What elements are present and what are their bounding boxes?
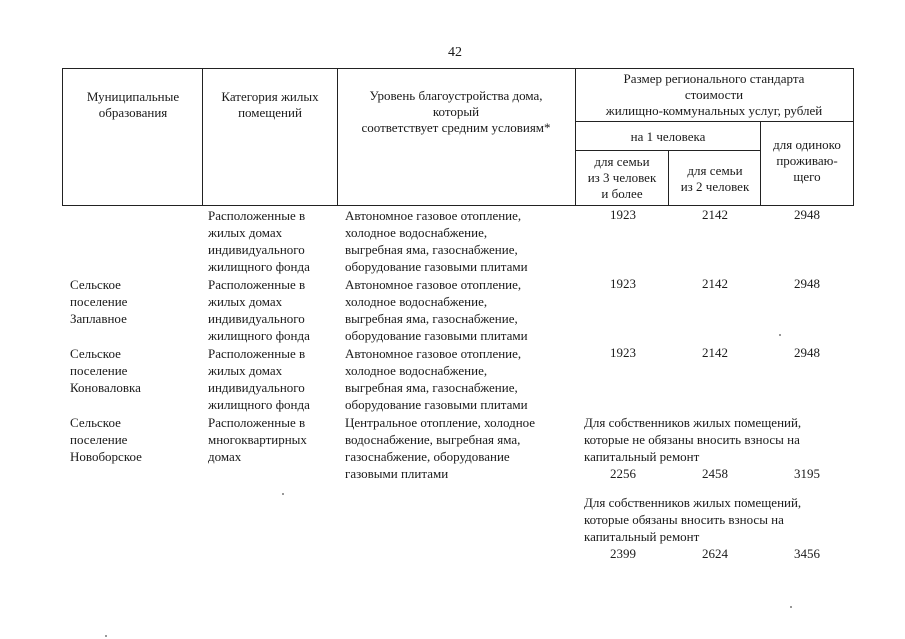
row-level: Центральное отопление, холодное водоснабжение, выгребная яма, газоснабжение, оборудование газовыми плитами — [345, 415, 536, 481]
scan-speck — [282, 493, 284, 495]
value-family-2: 2142 — [702, 276, 728, 291]
scan-speck — [105, 635, 107, 637]
value-single: 3195 — [794, 466, 820, 481]
value-family-3: 2399 — [610, 546, 636, 561]
value-family-2: 2142 — [702, 345, 728, 360]
header-category: Категория жилых помещений — [221, 89, 319, 120]
value-single: 2948 — [794, 345, 820, 360]
value-family-2: 2458 — [702, 466, 728, 481]
header-family-2: для семьи из 2 человек — [680, 163, 750, 194]
value-family-3: 1923 — [610, 276, 636, 291]
row-level: Автономное газовое отопление, холодное водоснабжение, выгребная яма, газоснабжение, оборудование газовыми плитами — [345, 277, 528, 343]
value-family-3: 1923 — [610, 345, 636, 360]
value-single: 2948 — [794, 207, 820, 222]
value-single: 2948 — [794, 276, 820, 291]
row-category: Расположенные в жилых домах индивидуального жилищного фонда — [208, 277, 310, 343]
row-municipality: Сельское поселение Заплавное — [70, 277, 128, 326]
header-family-3: для семьи из 3 человек и более — [587, 154, 657, 201]
scan-speck — [779, 334, 781, 336]
row-category: Расположенные в жилых домах индивидуального жилищного фонда — [208, 346, 310, 412]
header-municipality: Муниципальные образования — [86, 89, 180, 120]
value-family-3: 2256 — [610, 466, 636, 481]
row-category: Расположенные в жилых домах индивидуального жилищного фонда — [208, 208, 310, 274]
note-not-obliged: Для собственников жилых помещений, которые не обязаны вносить взносы на капитальный ремонт — [584, 415, 802, 464]
note-obliged: Для собственников жилых помещений, которые обязаны вносить взносы на капитальный ремонт — [584, 495, 802, 544]
row-level: Автономное газовое отопление, холодное водоснабжение, выгребная яма, газоснабжение, оборудование газовыми плитами — [345, 208, 528, 274]
page-number: 42 — [448, 45, 462, 60]
value-family-2: 2142 — [702, 207, 728, 222]
value-single: 3456 — [794, 546, 820, 561]
header-standard-size: Размер регионального стандарта стоимости жилищно-коммунальных услуг, рублей — [605, 71, 823, 118]
header-per-person: на 1 человека — [630, 129, 706, 144]
header-level: Уровень благоустройства дома, который соответствует средним условиям* — [361, 88, 551, 135]
row-municipality: Сельское поселение Коноваловка — [70, 346, 141, 395]
row-category: Расположенные в многоквартирных домах — [208, 415, 307, 464]
row-level: Автономное газовое отопление, холодное водоснабжение, выгребная яма, газоснабжение, оборудование газовыми плитами — [345, 346, 528, 412]
row-municipality: Сельское поселение Новоборское — [70, 415, 142, 464]
value-family-2: 2624 — [702, 546, 728, 561]
value-family-3: 1923 — [610, 207, 636, 222]
header-single: для одиноко проживаю- щего — [773, 137, 841, 184]
scan-speck — [790, 606, 792, 608]
